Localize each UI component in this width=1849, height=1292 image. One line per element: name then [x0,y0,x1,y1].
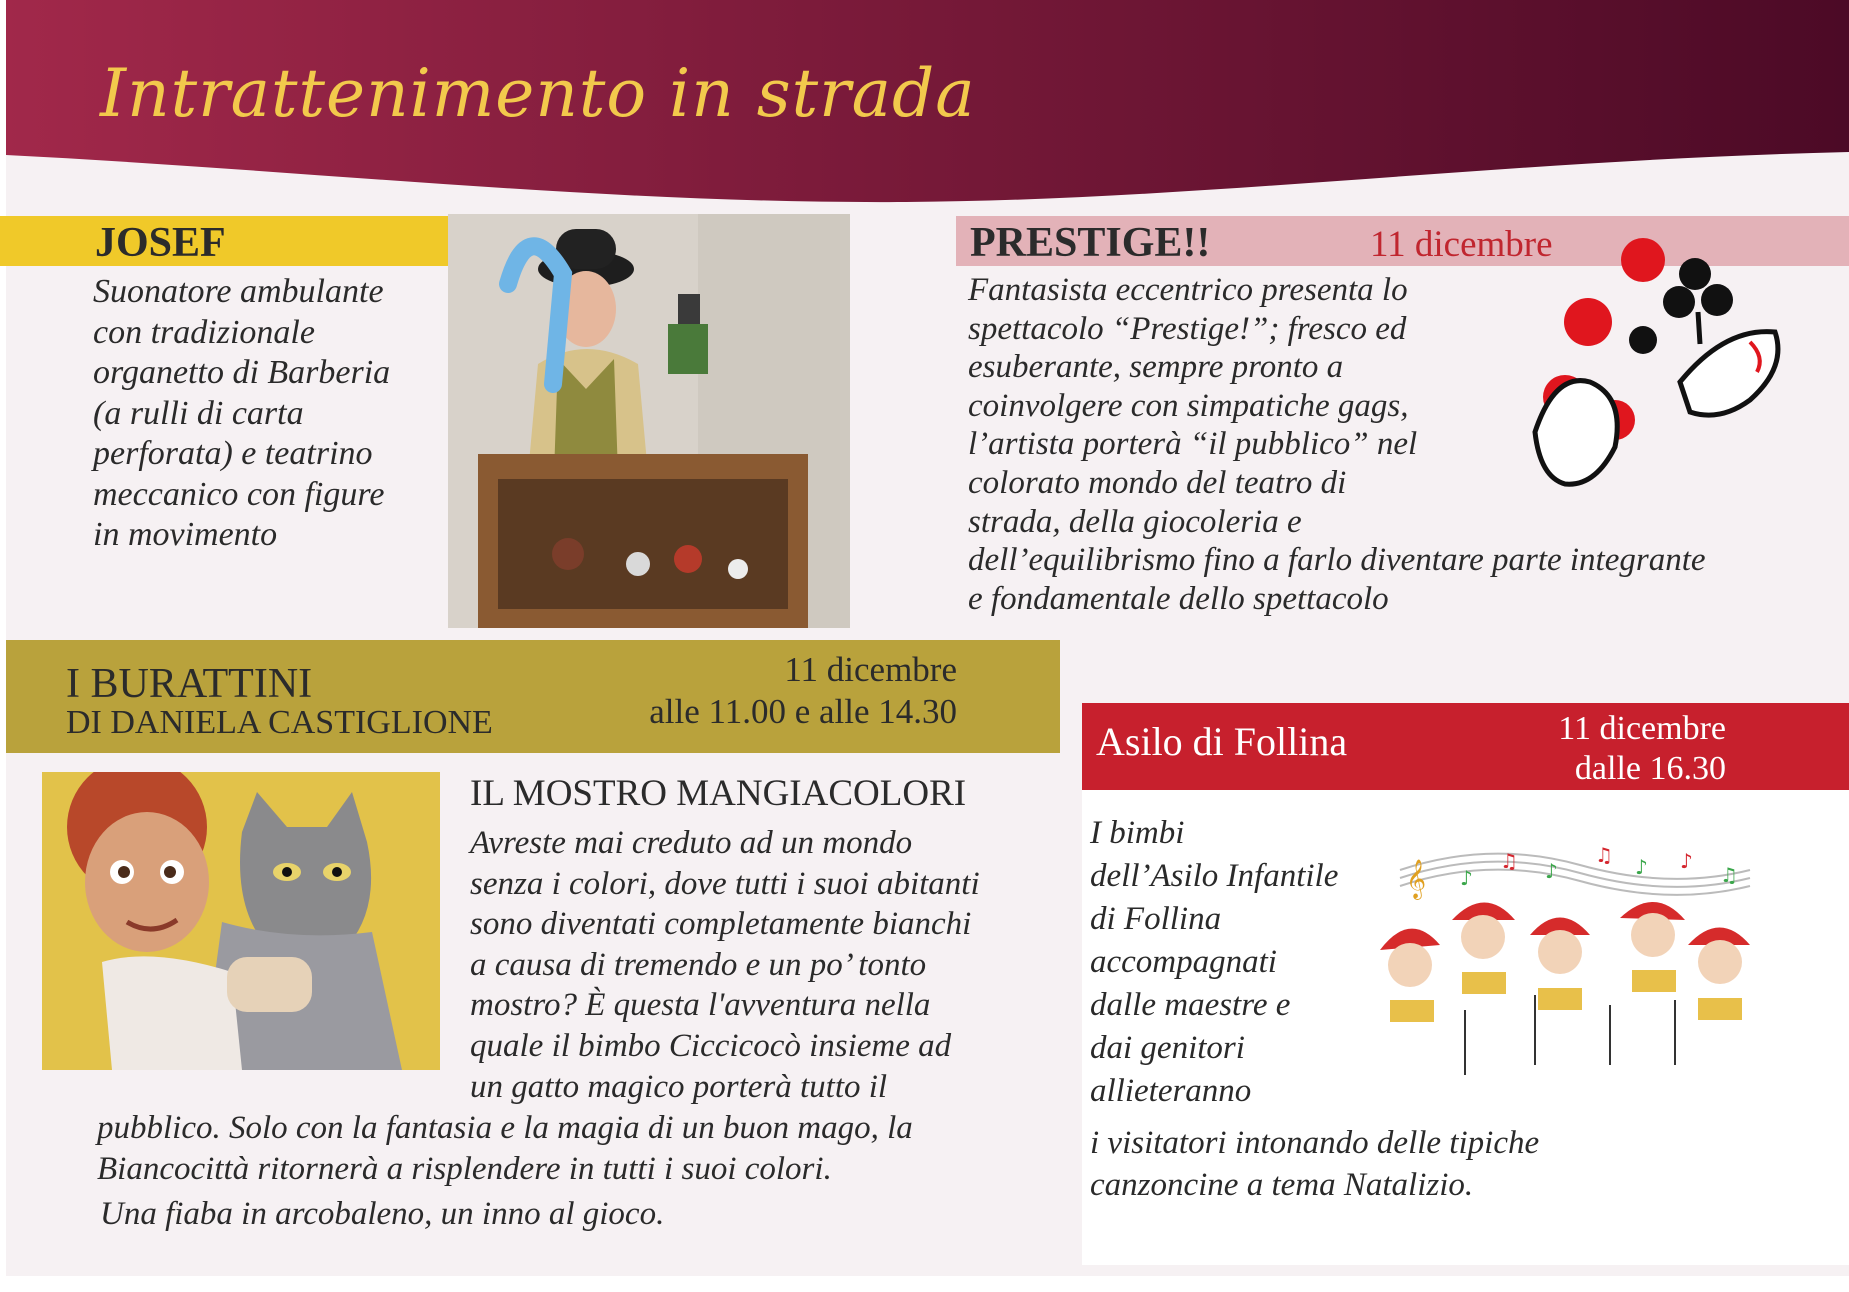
text-line: e fondamentale dello spettacolo [968,580,1389,617]
follina-date: 11 dicembre [1558,710,1726,747]
text-line: perforata) e teatrino [93,435,373,472]
burattini-description [470,823,1070,1107]
singing-children-icon [1370,840,1770,1080]
text-line: Fantasista eccentrico presenta lo [968,272,1408,308]
juggling-hands-icon [1495,232,1795,502]
text-line: senza i colori, dove tutti i suoi abitanti [470,865,980,902]
text-line: allieteranno [1090,1073,1252,1109]
text-line: dell’Asilo Infantile [1090,858,1339,894]
text-line: quale il bimbo Ciccicocò insieme ad [470,1027,952,1064]
text-line: in movimento [93,516,278,553]
text-line: l’artista porterà “il pubblico” nel [968,426,1418,463]
text-line: dalle maestre e [1090,987,1291,1023]
text-line: coinvolgere con simpatiche gags, [968,387,1409,424]
text-line: sono diventati completamente bianchi [470,906,972,943]
text-line: colorato mondo del teatro di [968,464,1347,501]
svg-text:♪: ♪ [1635,855,1648,879]
text-line: di Follina [1090,901,1222,937]
text-line: dell’equilibrismo fino a farlo diventare parte integrante [968,542,1706,579]
text-line: (a rulli di carta [93,394,304,432]
burattini-heading: I BURATTINI [66,661,313,707]
josef-description [93,272,443,556]
text-line: dai genitori [1090,1030,1245,1066]
svg-text:♫: ♫ [1500,849,1518,873]
svg-text:♪: ♪ [1545,859,1558,883]
burattini-closing: Una fiaba in arcobaleno, un inno al gioco. [100,1196,665,1232]
burattini-show-title: IL MOSTRO MANGIACOLORI [470,773,967,814]
text-line: un gatto magico porterà tutto il [470,1068,888,1105]
follina-description-wide [1090,1122,1790,1206]
text-line: mostro? È questa l'avventura nella [470,987,931,1024]
svg-text:♫: ♫ [1720,863,1738,887]
text-line: Suonatore ambulante [93,273,384,310]
josef-heading: JOSEF [95,220,226,266]
text-line: esuberante, sempre pronto a [968,349,1344,386]
text-line: strada, della giocoleria e [968,503,1302,540]
text-line: I bimbi [1090,815,1185,851]
svg-text:♫: ♫ [1595,843,1613,867]
svg-text:♪: ♪ [1680,849,1693,873]
burattini-date: 11 dicembre [784,650,957,689]
svg-text:𝄞: 𝄞 [1406,859,1427,899]
text-line: spettacolo “Prestige!”; fresco ed [968,310,1407,347]
burattini-time: alle 11.00 e alle 14.30 [649,692,957,731]
organ-grinder-photo [448,214,850,628]
follina-description [1090,812,1390,1113]
burattini-description-wide [97,1108,1057,1189]
text-line: a causa di tremendo e un po’ tonto [470,946,927,983]
prestige-date: 11 dicembre [1370,224,1553,265]
text-line: organetto di Barberia [93,354,391,391]
text-line: i visitatori intonando delle tipiche [1090,1125,1540,1161]
prestige-heading: PRESTIGE!! [970,220,1211,266]
text-line: canzoncine a tema Natalizio. [1090,1167,1474,1203]
text-line: accompagnati [1090,944,1277,980]
text-line: con tradizionale [93,313,315,351]
follina-time: dalle 16.30 [1574,750,1726,787]
text-line: Avreste mai creduto ad un mondo [470,825,913,861]
follina-heading: Asilo di Follina [1096,719,1348,764]
text-line: Biancocittà ritornerà a risplendere in tutti i suoi colori. [97,1150,832,1187]
puppets-photo [42,772,440,1070]
page-title: Intrattenimento in strada [100,55,976,132]
svg-text:♪: ♪ [1460,866,1473,890]
burattini-subheading: DI DANIELA CASTIGLIONE [66,704,493,741]
text-line: meccanico con figure [93,475,385,513]
text-line: pubblico. Solo con la fantasia e la magia di un buon mago, la [97,1110,913,1146]
